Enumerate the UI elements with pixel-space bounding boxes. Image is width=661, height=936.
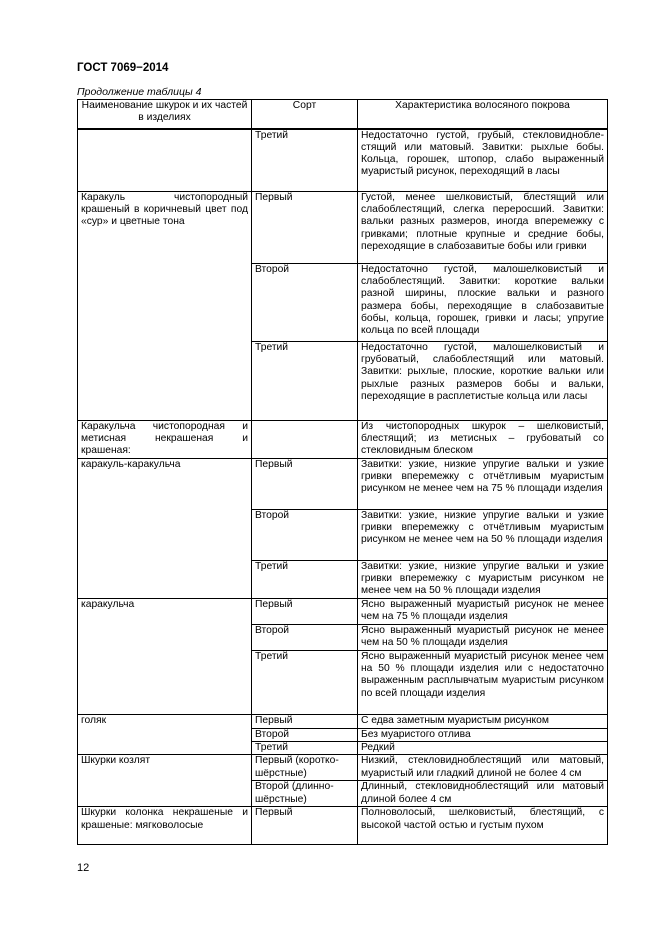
cell-product-name: Шкурки козлят bbox=[78, 755, 252, 807]
cell-hair-description: Недостаточно густой, малошелковистый и грубоватый, слабоблестящий или матовый. Завитки: рыхлые, плоские, короткие вальки или рыхлые разных размеров бобы и вальки, переходящие в расплетистые кольца или ласы bbox=[358, 342, 608, 421]
cell-product-name: каракуль-каракульча bbox=[78, 459, 252, 599]
table-row bbox=[78, 129, 608, 192]
cell-grade: Второй bbox=[252, 625, 358, 651]
cell-hair-description: Недостаточно густой, грубый, стекловидноблестящий или матовый. Завитки: рыхлые бобы. Кольца, горошек, штопор, слабо выраженный муаристый рисунок, переходящий в ласы bbox=[358, 129, 608, 192]
cell-grade: Первый bbox=[252, 599, 358, 625]
cell-grade bbox=[252, 421, 358, 459]
cell-grade: Третий bbox=[252, 129, 358, 192]
cell-grade: Второй (длинношёрстные) bbox=[252, 781, 358, 807]
cell-product-name bbox=[78, 129, 252, 192]
cell-grade: Третий bbox=[252, 651, 358, 715]
cell-product-name: Каракуль чистопородный крашеный в коричневый цвет под «сур» и цветные тона bbox=[78, 192, 252, 421]
cell-grade: Первый bbox=[252, 192, 358, 264]
cell-product-name: Каракульча чистопородная и метисная некрашеная и крашеная: bbox=[78, 421, 252, 459]
table-body bbox=[78, 129, 608, 845]
table-row bbox=[78, 459, 608, 510]
column-header-name: Наименование шкурок и их частей в изделиях bbox=[78, 100, 252, 129]
cell-grade: Первый bbox=[252, 807, 358, 845]
cell-product-name: каракульча bbox=[78, 599, 252, 715]
column-header-description: Характеристика волосяного покрова bbox=[358, 100, 608, 129]
column-header-grade: Сорт bbox=[252, 100, 358, 129]
table-header-row bbox=[78, 100, 608, 129]
cell-product-name: голяк bbox=[78, 715, 252, 755]
cell-grade: Первый (короткошёрстные) bbox=[252, 755, 358, 781]
cell-hair-description: С едва заметным муаристым рисунком bbox=[358, 715, 608, 729]
cell-hair-description: Завитки: узкие, низкие упругие вальки и узкие гривки вперемежку с муаристым рисунком не менее чем на 50 % площади изделия bbox=[358, 561, 608, 599]
cell-hair-description: Без муаристого отлива bbox=[358, 729, 608, 742]
cell-grade: Третий bbox=[252, 742, 358, 755]
cell-hair-description: Полноволосый, шелковистый, блестящий, с высокой частой остью и густым пухом bbox=[358, 807, 608, 845]
cell-grade: Второй bbox=[252, 264, 358, 342]
table-row bbox=[78, 421, 608, 459]
table-row bbox=[78, 192, 608, 264]
table-row bbox=[78, 715, 608, 729]
cell-hair-description: Завитки: узкие, низкие упругие вальки и узкие гривки вперемежку с отчётливым муаристым рисунком не менее чем на 75 % площади изделия bbox=[358, 459, 608, 510]
cell-grade: Третий bbox=[252, 561, 358, 599]
cell-hair-description: Из чистопородных шкурок – шелковистый, блестящий; из метисных – грубоватый со стекловидным блеском bbox=[358, 421, 608, 459]
cell-product-name: Шкурки колонка некрашеные и крашеные: мягковолосые bbox=[78, 807, 252, 845]
cell-grade: Второй bbox=[252, 729, 358, 742]
cell-grade: Первый bbox=[252, 715, 358, 729]
cell-hair-description: Ясно выраженный муаристый рисунок не менее чем на 75 % площади изделия bbox=[358, 599, 608, 625]
table-continuation-caption: Продолжение таблицы 4 bbox=[77, 86, 202, 98]
cell-hair-description: Недостаточно густой, малошелковистый и слабоблестящий. Завитки: короткие вальки разной ширины, плоские вальки и разного размера бобы, переходящие в слабозавитые бобы, кольца, горошек, гривки и ласы; упругие кольца по всей площади bbox=[358, 264, 608, 342]
cell-hair-description: Ясно выраженный муаристый рисунок менее чем на 50 % площади изделия или с недостаточно выраженным расплывчатым муаристым рисунком по всей площади изделия bbox=[358, 651, 608, 715]
cell-hair-description: Низкий, стекловидноблестящий или матовый, муаристый или гладкий длиной не более 4 см bbox=[358, 755, 608, 781]
cell-grade: Первый bbox=[252, 459, 358, 510]
cell-hair-description: Ясно выраженный муаристый рисунок не менее чем на 50 % площади изделия bbox=[358, 625, 608, 651]
document-header: ГОСТ 7069−2014 bbox=[77, 62, 169, 74]
grade-table bbox=[77, 99, 608, 845]
table-row bbox=[78, 807, 608, 845]
cell-hair-description: Редкий bbox=[358, 742, 608, 755]
page-number: 12 bbox=[77, 862, 90, 874]
cell-hair-description: Густой, менее шелковистый, блестящий или слабоблестящий, слегка переросший. Завитки: вальки разных размеров, иногда вперемежку с гривками; плотные крупные и средние бобы, переходящие в слабозавитые бобы или гривки bbox=[358, 192, 608, 264]
cell-hair-description: Завитки: узкие, низкие упругие вальки и узкие гривки вперемежку с отчётливым муаристым рисунком не менее чем на 50 % площади изделия bbox=[358, 510, 608, 561]
cell-hair-description: Длинный, стекловидноблестящий или матовый длиной более 4 см bbox=[358, 781, 608, 807]
table-row bbox=[78, 755, 608, 781]
cell-grade: Третий bbox=[252, 342, 358, 421]
cell-grade: Второй bbox=[252, 510, 358, 561]
table-row bbox=[78, 599, 608, 625]
